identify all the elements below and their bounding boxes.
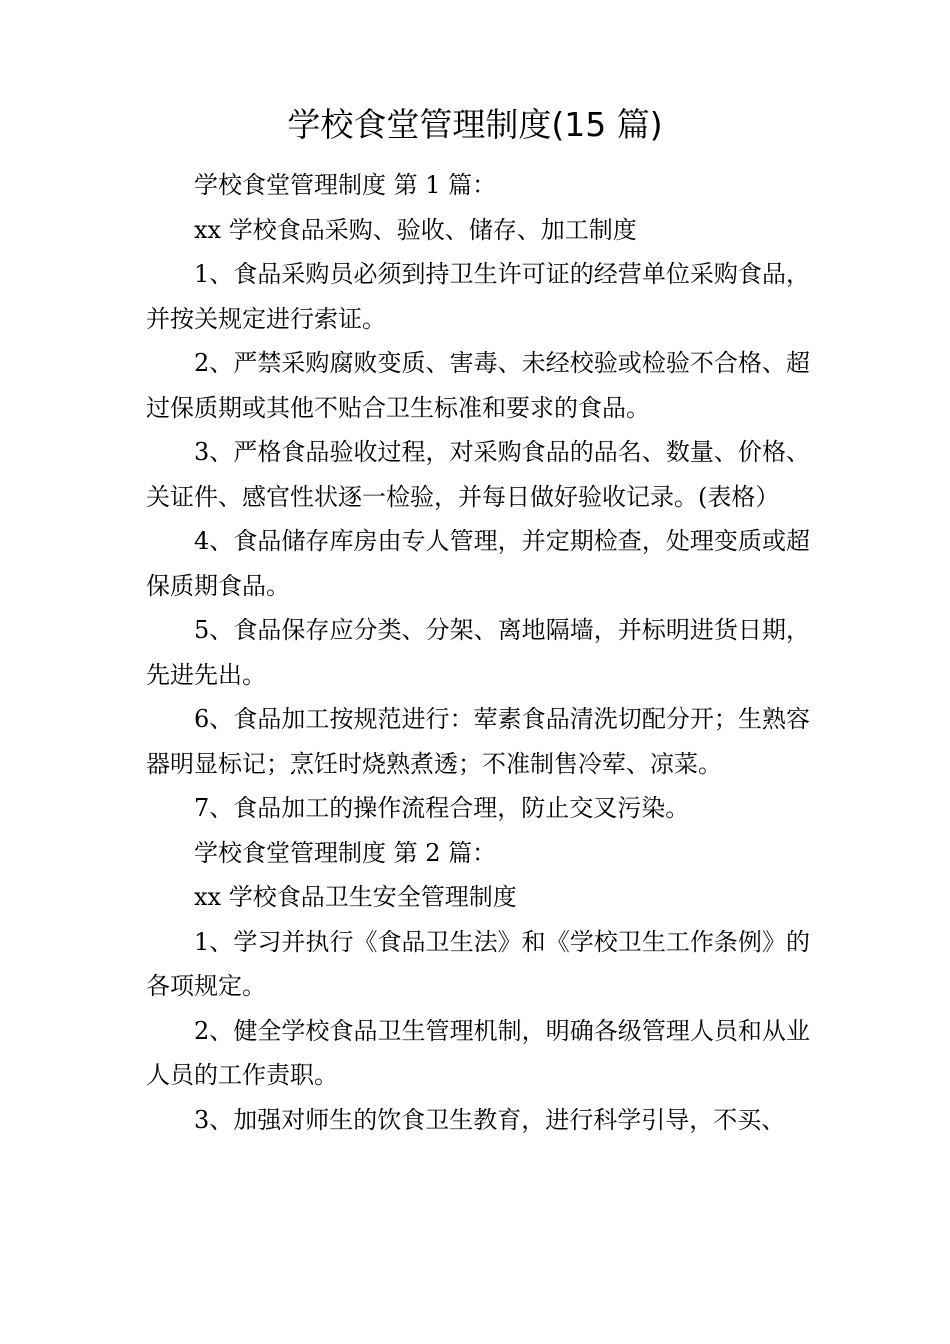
paragraph: 1、学习并执行《食品卫生法》和《学校卫生工作条例》的各项规定。 — [146, 927, 810, 1000]
section-heading-1: 学校食堂管理制度 第 1 篇： — [194, 171, 497, 199]
section-heading-2: 学校食堂管理制度 第 2 篇： — [194, 838, 497, 867]
paragraph: 2、严禁采购腐败变质、害毒、未经校验或检验不合格、超过保质期或其他不贴合卫生标准和要求的食品。 — [146, 349, 810, 422]
paragraph: 2、健全学校食品卫生管理机制，明确各级管理人员和从业人员的工作责职。 — [146, 1016, 810, 1089]
paragraph: 4、食品储存库房由专人管理，并定期检查，处理变质或超保质期食品。 — [146, 527, 810, 600]
document-body — [146, 163, 810, 1142]
subheading-procurement-rules: xx 学校食品采购、验收、储存、加工制度 — [194, 215, 637, 244]
subheading-safety-rules: xx 学校食品卫生安全管理制度 — [194, 883, 517, 911]
paragraph: 5、食品保存应分类、分架、离地隔墙，并标明进货日期，先进先出。 — [146, 616, 810, 689]
paragraph: 3、加强对师生的饮食卫生教育，进行科学引导，不买、 — [194, 1105, 786, 1134]
paragraph: 6、食品加工按规范进行：荤素食品清洗切配分开；生熟容器明显标记；烹饪时烧熟煮透；不准制售冷荤、凉菜。 — [146, 705, 810, 778]
document-title: 学校食堂管理制度(15 篇) — [287, 105, 663, 144]
paragraph: 7、食品加工的操作流程合理，防止交叉污染。 — [194, 794, 690, 822]
paragraph: 1、食品采购员必须到持卫生许可证的经营单位采购食品，并按关规定进行索证。 — [146, 260, 810, 333]
paragraph: 3、严格食品验收过程，对采购食品的品名、数量、价格、关证件、感官性状逐一检验，并每日做好验收记录。(表格） — [146, 438, 810, 511]
